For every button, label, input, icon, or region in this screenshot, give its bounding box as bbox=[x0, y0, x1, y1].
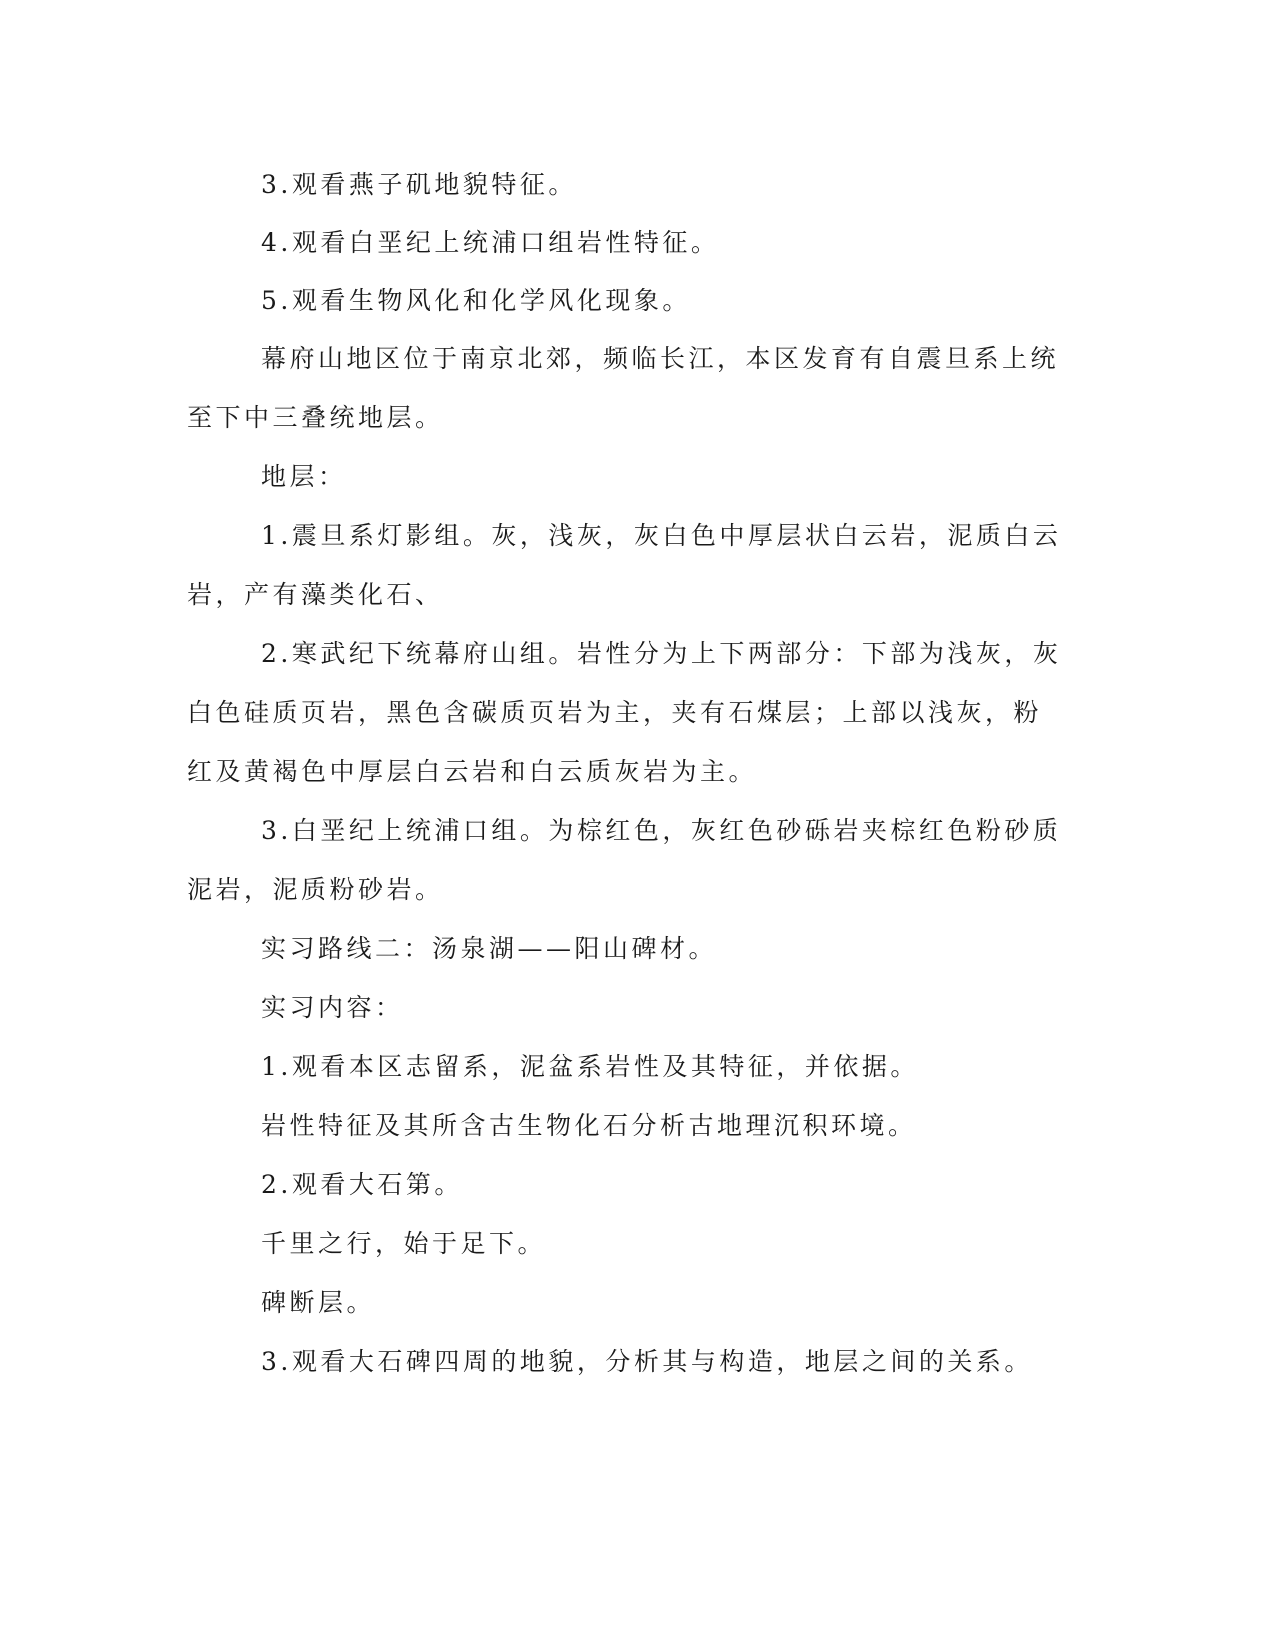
paragraph-line: 3.观看燕子矶地貌特征。 bbox=[261, 170, 577, 199]
section-heading: 地层： bbox=[261, 462, 347, 491]
paragraph-line: 2.观看大石第。 bbox=[261, 1170, 463, 1199]
paragraph-line: 白色硅质页岩，黑色含碳质页岩为主，夹有石煤层；上部以浅灰，粉 bbox=[187, 698, 1043, 727]
paragraph-line: 千里之行，始于足下。 bbox=[261, 1229, 547, 1258]
paragraph-line: 岩性特征及其所含古生物化石分析古地理沉积环境。 bbox=[261, 1111, 917, 1140]
paragraph-line: 3.观看大石碑四周的地貌，分析其与构造，地层之间的关系。 bbox=[261, 1347, 1033, 1376]
paragraph-line: 5.观看生物风化和化学风化现象。 bbox=[261, 286, 691, 315]
paragraph-line: 碑断层。 bbox=[261, 1288, 376, 1317]
section-heading: 实习路线二：汤泉湖——阳山碑材。 bbox=[261, 934, 718, 963]
paragraph-line: 岩，产有藻类化石、 bbox=[187, 580, 444, 609]
paragraph-line: 幕府山地区位于南京北郊，频临长江，本区发育有自震旦系上统 bbox=[261, 344, 1060, 373]
paragraph-line: 1.震旦系灯影组。灰，浅灰，灰白色中厚层状白云岩，泥质白云 bbox=[261, 521, 1062, 550]
paragraph-line: 泥岩，泥质粉砂岩。 bbox=[187, 875, 444, 904]
paragraph-line: 3.白垩纪上统浦口组。为棕红色，灰红色砂砾岩夹棕红色粉砂质 bbox=[261, 816, 1062, 845]
paragraph-line: 红及黄褐色中厚层白云岩和白云质灰岩为主。 bbox=[187, 757, 758, 786]
paragraph-line: 2.寒武纪下统幕府山组。岩性分为上下两部分：下部为浅灰，灰 bbox=[261, 639, 1062, 668]
paragraph-line: 1.观看本区志留系，泥盆系岩性及其特征，并依据。 bbox=[261, 1052, 919, 1081]
paragraph-line: 至下中三叠统地层。 bbox=[187, 403, 444, 432]
paragraph-line: 4.观看白垩纪上统浦口组岩性特征。 bbox=[261, 228, 720, 257]
section-heading: 实习内容： bbox=[261, 993, 404, 1022]
